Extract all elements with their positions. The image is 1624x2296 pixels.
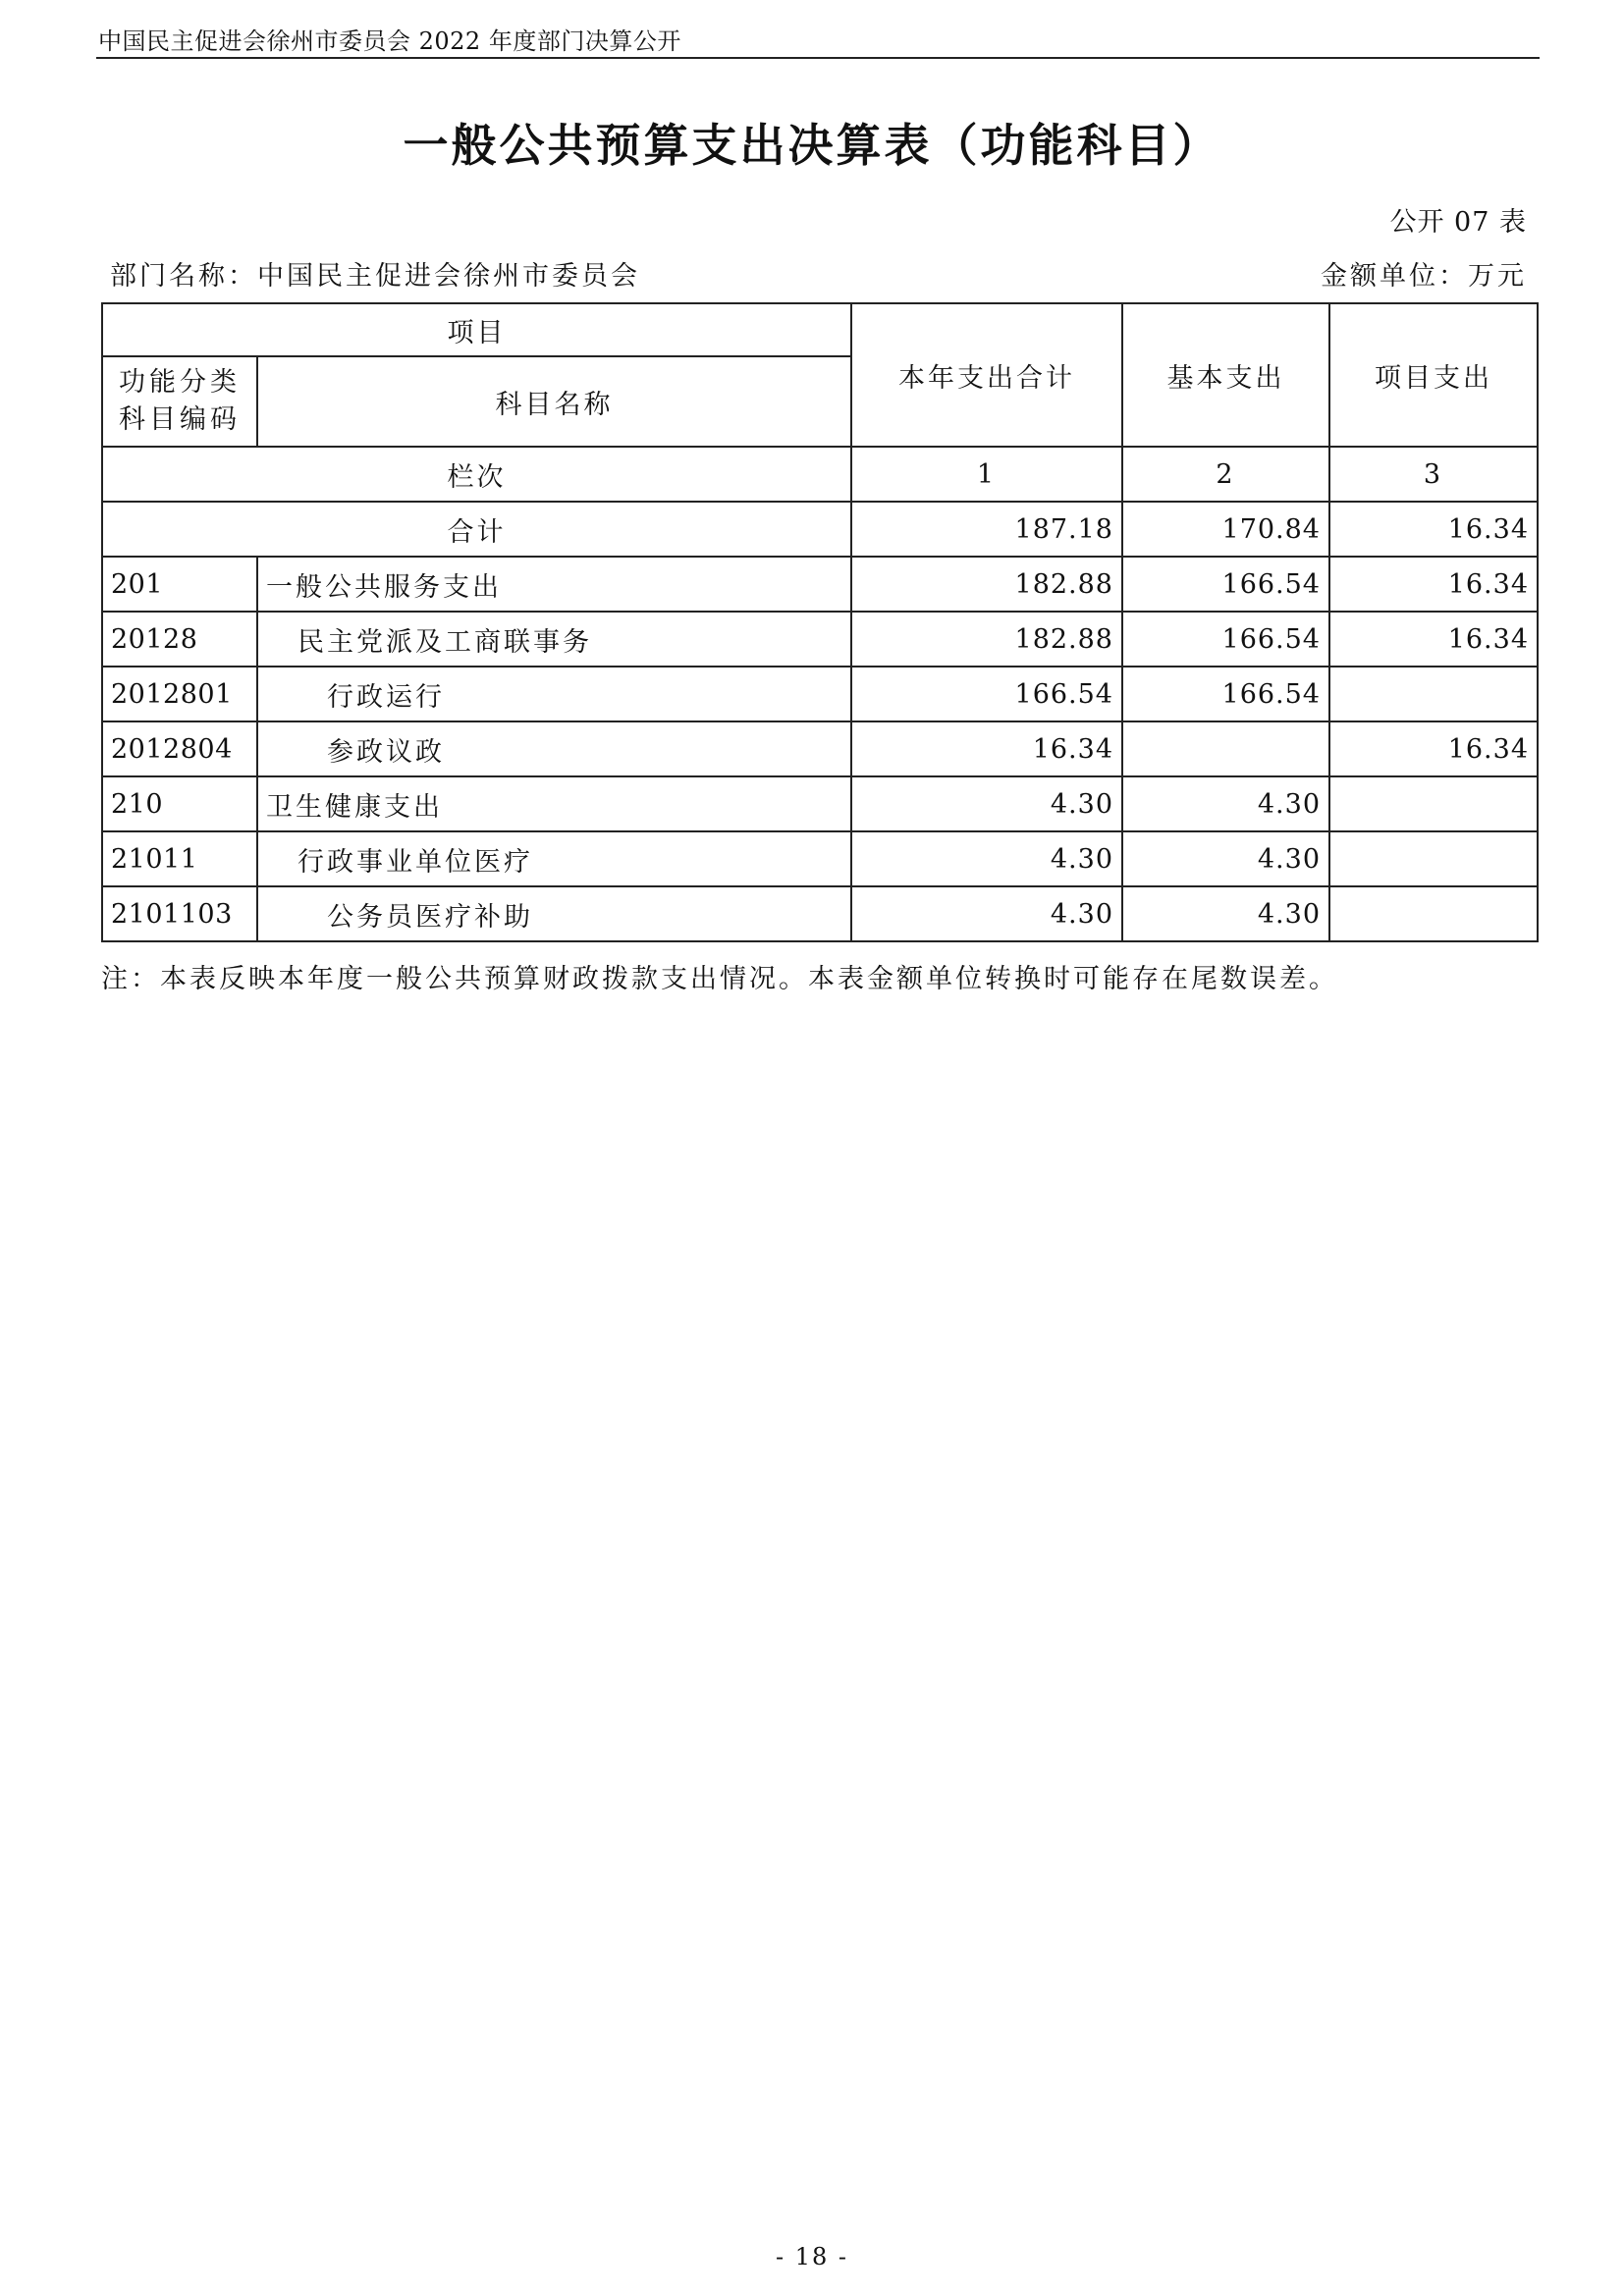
page-number: - 18 - [775, 2243, 848, 2270]
row-code: 201 [102, 557, 257, 612]
row-project [1329, 667, 1538, 721]
header-code-line2: 科目编码 [119, 404, 241, 435]
row-basic: 4.30 [1122, 831, 1329, 886]
row-project [1329, 831, 1538, 886]
row-code: 20128 [102, 612, 257, 667]
department-name: 部门名称：中国民主促进会徐州市委员会 [110, 261, 640, 292]
amount-unit-label: 金额单位：万元 [1321, 261, 1527, 292]
table-footnote: 注：本表反映本年度一般公共预算财政拨款支出情况。本表金额单位转换时可能存在尾数误差。 [101, 964, 1338, 994]
total-row [102, 502, 1538, 557]
row-code: 210 [102, 776, 257, 831]
row-code: 21011 [102, 831, 257, 886]
column-index-2: 2 [1122, 447, 1329, 502]
row-basic: 4.30 [1122, 886, 1329, 941]
row-name: 公务员医疗补助 [257, 886, 851, 941]
row-basic [1122, 721, 1329, 776]
header-item: 项目 [102, 303, 851, 356]
header-code [102, 356, 257, 447]
table-row [102, 886, 1538, 941]
row-project: 16.34 [1329, 721, 1538, 776]
row-basic: 166.54 [1122, 612, 1329, 667]
row-total: 182.88 [851, 557, 1122, 612]
row-total: 4.30 [851, 886, 1122, 941]
header-name: 科目名称 [257, 356, 851, 447]
table-row [102, 557, 1538, 612]
table-row [102, 776, 1538, 831]
row-code: 2012801 [102, 667, 257, 721]
column-index-row [102, 447, 1538, 502]
row-total: 4.30 [851, 776, 1122, 831]
row-code: 2101103 [102, 886, 257, 941]
row-name: 行政运行 [257, 667, 851, 721]
row-total: 166.54 [851, 667, 1122, 721]
row-code: 2012804 [102, 721, 257, 776]
page-title: 一般公共预算支出决算表（功能科目） [403, 119, 1221, 172]
header-total-expense: 本年支出合计 [851, 303, 1122, 447]
row-project [1329, 886, 1538, 941]
row-name: 参政议政 [257, 721, 851, 776]
running-header: 中国民主促进会徐州市委员会 2022 年度部门决算公开 [98, 27, 681, 55]
total-basic: 170.84 [1122, 502, 1329, 557]
column-index-1: 1 [851, 447, 1122, 502]
row-project [1329, 776, 1538, 831]
row-total: 16.34 [851, 721, 1122, 776]
header-code-line1: 功能分类 [119, 367, 241, 398]
table-row [102, 612, 1538, 667]
row-project: 16.34 [1329, 557, 1538, 612]
table-row [102, 667, 1538, 721]
total-label: 合计 [102, 502, 851, 557]
budget-table [101, 302, 1539, 942]
row-total: 182.88 [851, 612, 1122, 667]
row-project: 16.34 [1329, 612, 1538, 667]
total-amount: 187.18 [851, 502, 1122, 557]
table-number: 公开 07 表 [1389, 207, 1527, 238]
row-name: 行政事业单位医疗 [257, 831, 851, 886]
row-name: 卫生健康支出 [257, 776, 851, 831]
column-index-3: 3 [1329, 447, 1538, 502]
header-project-expense: 项目支出 [1329, 303, 1538, 447]
row-basic: 166.54 [1122, 557, 1329, 612]
row-total: 4.30 [851, 831, 1122, 886]
table-row [102, 831, 1538, 886]
row-basic: 4.30 [1122, 776, 1329, 831]
row-name: 民主党派及工商联事务 [257, 612, 851, 667]
header-row-top [102, 303, 1538, 356]
table-row [102, 721, 1538, 776]
total-project: 16.34 [1329, 502, 1538, 557]
row-basic: 166.54 [1122, 667, 1329, 721]
header-basic-expense: 基本支出 [1122, 303, 1329, 447]
row-name: 一般公共服务支出 [257, 557, 851, 612]
column-index-label: 栏次 [102, 447, 851, 502]
header-rule [96, 57, 1540, 59]
